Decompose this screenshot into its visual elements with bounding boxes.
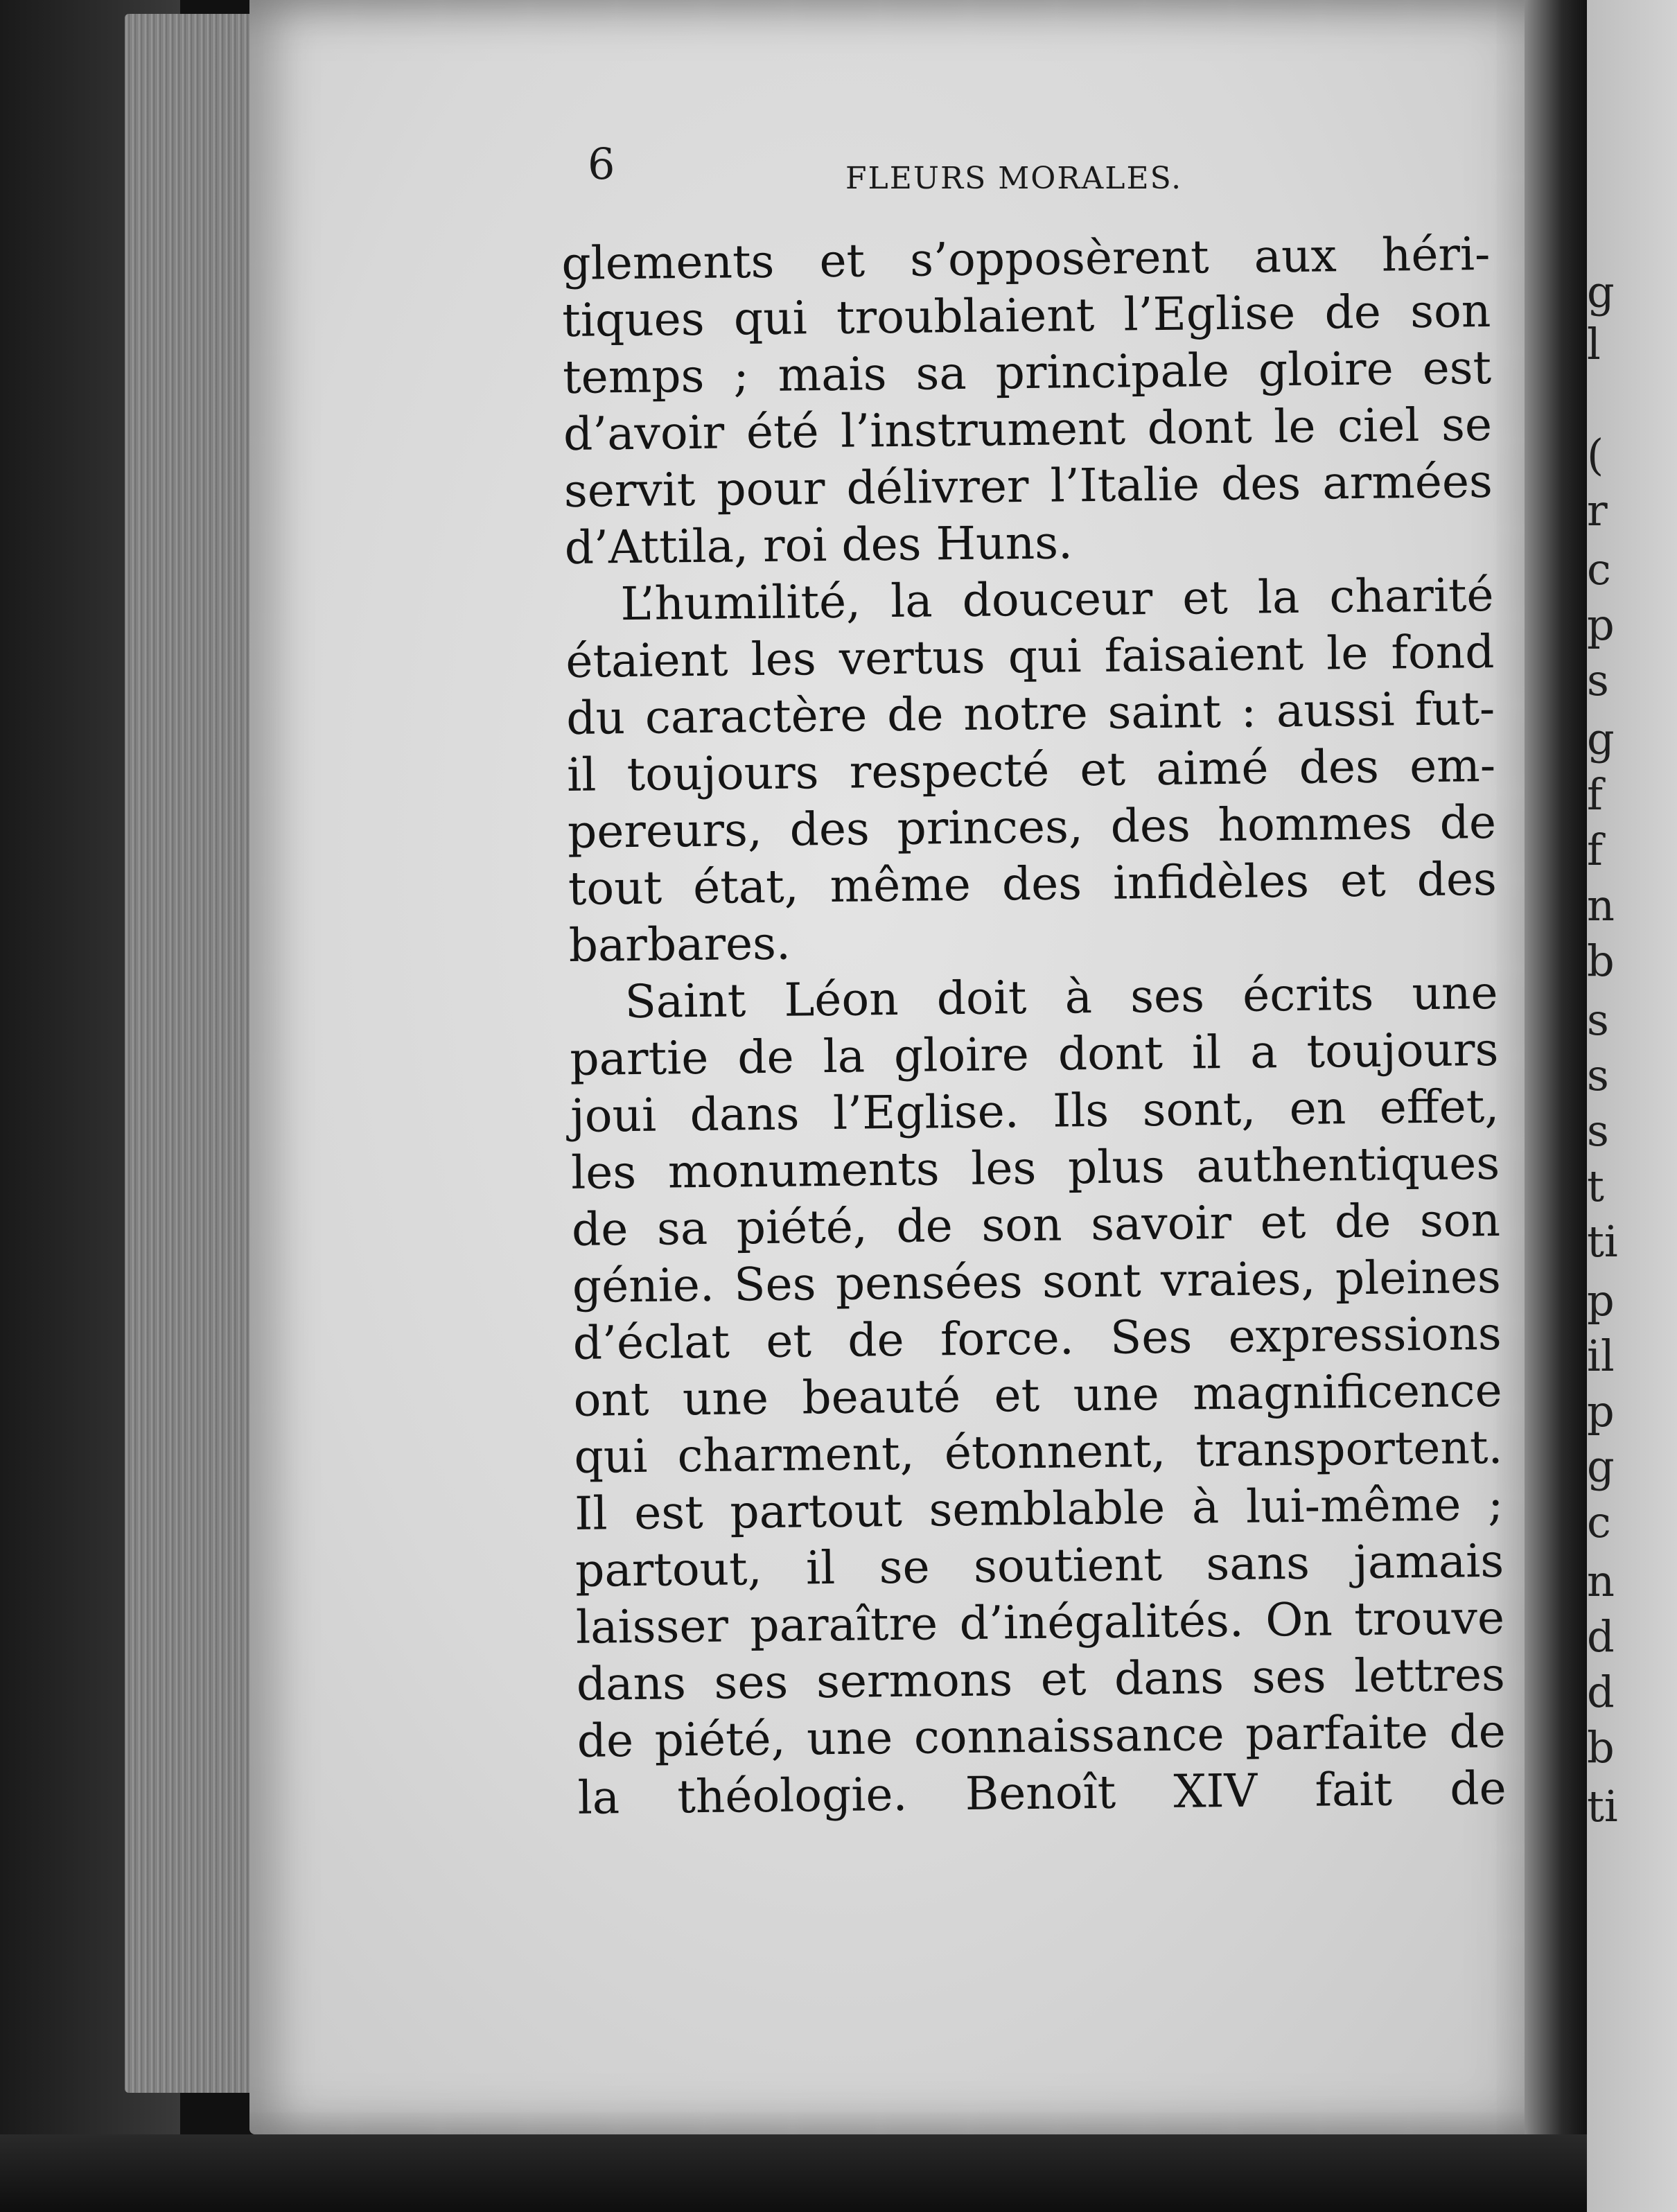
text-line: partie de la gloire dont il a toujours	[570, 1022, 1499, 1086]
facing-page-fragment: s	[1587, 655, 1609, 705]
facing-page-fragment: c	[1587, 1497, 1611, 1547]
bottom-shadow	[0, 2134, 1587, 2212]
facing-page-fragment: s	[1587, 994, 1609, 1045]
body-text	[561, 226, 1507, 1827]
facing-page-fragment: r	[1587, 485, 1608, 536]
facing-page-fragment: n	[1587, 880, 1615, 931]
facing-page-fragment: f	[1587, 825, 1603, 875]
facing-page-fragment: g	[1587, 714, 1615, 764]
facing-page-fragment: p	[1587, 599, 1615, 650]
facing-page-fragment: (	[1587, 430, 1604, 480]
facing-page-fragment: b	[1587, 936, 1615, 986]
facing-page-fragment: ti	[1587, 1216, 1618, 1267]
text-line: glements et s’opposèrent aux héri-	[561, 227, 1491, 290]
facing-page-fragment: c	[1587, 544, 1611, 595]
text-line: d’Attila, roi des Huns.	[564, 516, 1073, 574]
text-line: d’éclat et de force. Ses expressions	[572, 1306, 1502, 1370]
text-line: Saint Léon doit à ses écrits une	[624, 965, 1498, 1029]
facing-page-fragment: s	[1587, 1050, 1609, 1100]
text-line: temps ; mais sa principale gloire est	[562, 340, 1492, 404]
facing-page-fragment: p	[1587, 1275, 1615, 1326]
facing-page-fragment: t	[1587, 1161, 1604, 1211]
facing-page-fragment: g	[1587, 267, 1615, 317]
text-line: joui dans l’Eglise. Ils sont, en effet,	[570, 1079, 1500, 1143]
running-title: FLEURS MORALES.	[845, 161, 1183, 196]
facing-page-edge	[1587, 0, 1677, 2212]
text-line: il toujours respecté et aimé des em-	[566, 738, 1496, 802]
text-line: étaient les vertus qui faisaient le fond	[565, 624, 1495, 688]
facing-page-fragment: l	[1587, 319, 1601, 369]
text-line: Il est partout semblable à lui-même ;	[574, 1477, 1504, 1540]
book-gutter	[1525, 0, 1587, 2212]
text-line: ont une beauté et une magnificence	[573, 1363, 1502, 1427]
facing-page-fragment: il	[1587, 1331, 1615, 1381]
facing-page-fragment: f	[1587, 769, 1603, 820]
text-line: qui charment, étonnent, transportent.	[574, 1420, 1503, 1484]
text-line: partout, il se soutient sans jamais	[574, 1534, 1504, 1597]
text-line: la théologie. Benoît XIV fait de	[577, 1761, 1507, 1825]
text-line: laisser paraître d’inégalités. On trouve	[575, 1590, 1505, 1654]
text-line: d’avoir été l’instrument dont le ciel se	[563, 397, 1493, 461]
text-line: génie. Ses pensées sont vraies, pleines	[572, 1249, 1502, 1313]
text-line: servit pour délivrer l’Italie des armées	[563, 454, 1493, 518]
text-line: pereurs, des princes, des hommes de	[567, 795, 1497, 859]
text-line: L’humilité, la douceur et la charité	[620, 568, 1494, 631]
page-number: 6	[588, 139, 615, 189]
text-line: tout état, même des infidèles et des	[568, 852, 1498, 915]
text-line: du caractère de notre saint : aussi fut-	[565, 681, 1495, 745]
text-line: barbares.	[568, 916, 791, 972]
facing-page-fragment: p	[1587, 1386, 1615, 1437]
facing-page-fragment: g	[1587, 1441, 1615, 1492]
facing-page-fragment: s	[1587, 1105, 1609, 1156]
text-line: les monuments les plus authentiques	[570, 1136, 1500, 1200]
text-line: tiques qui troublaient l’Eglise de son	[561, 283, 1491, 347]
facing-page-fragment: b	[1587, 1722, 1615, 1773]
text-line: dans ses sermons et dans ses lettres	[576, 1647, 1506, 1711]
text-line: de sa piété, de son savoir et de son	[571, 1193, 1501, 1256]
facing-page-fragment: n	[1587, 1556, 1615, 1606]
facing-page-fragment: d	[1587, 1611, 1615, 1662]
text-line: de piété, une connaissance parfaite de	[577, 1704, 1507, 1768]
facing-page-fragment: ti	[1587, 1781, 1618, 1832]
facing-page-fragment: d	[1587, 1667, 1615, 1717]
